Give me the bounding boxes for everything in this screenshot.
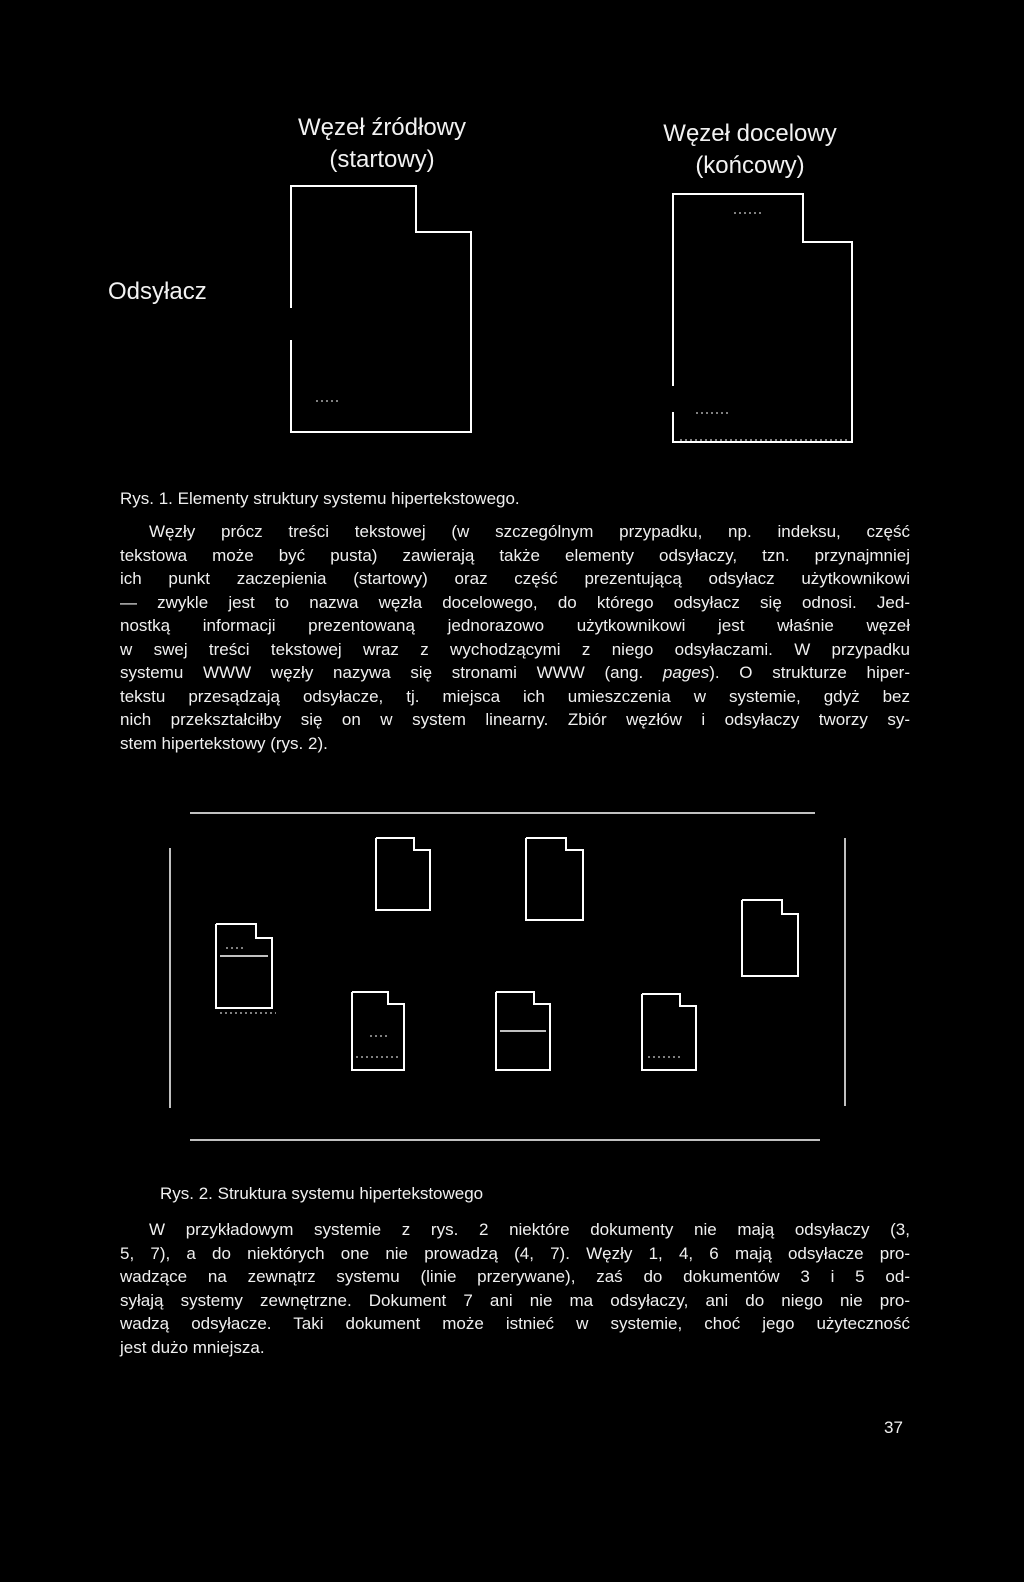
- text-line: stem hipertekstowy (rys. 2).: [120, 733, 328, 753]
- text-line: wadzą odsyłacze. Taki dokument może istnieć w systemie, choć jego użyteczność: [120, 1314, 910, 1333]
- italic-term: pages: [662, 663, 710, 682]
- figure2-diagram: [0, 790, 1024, 1150]
- text-line: — zwykle jest to nazwa węzła docelowego, do którego odsyłacz się odnosi. Jed-: [120, 592, 910, 612]
- node-outline: [376, 838, 430, 910]
- node-outline: [216, 924, 272, 1008]
- text-line: syłają systemy zewnętrzne. Dokument 7 ani nie ma odsyłaczy, ani do niego nie pro-: [120, 1290, 910, 1310]
- paragraph-hypertext-nodes: [120, 520, 910, 755]
- link-label: Odsyłacz: [108, 278, 207, 305]
- text-line: tekstowa może być pusta) zawierają także elementy odsyłaczy, tzn. przynajmniej: [120, 545, 910, 565]
- text-line: nostką informacji prezentowaną jednorazowo użytkownikowi jest właśnie węzeł: [120, 616, 910, 635]
- source-node-outline: [291, 186, 471, 432]
- text-line: 5, 7), a do niektórych one nie prowadzą (4, 7). Węzły 1, 4, 6 mają odsyłacze pro-: [120, 1243, 910, 1263]
- text-line: tekstu przesądzają odsyłacze, tj. miejsca ich umieszczenia w systemie, gdyż bez: [120, 686, 910, 706]
- text-line: W przykładowym systemie z rys. 2 niektóre dokumenty nie mają odsyłaczy (3,: [149, 1220, 910, 1239]
- text-line: jest dużo mniejsza.: [120, 1337, 265, 1357]
- node-outline: [642, 994, 696, 1070]
- target-node-label: Węzeł docelowy (końcowy): [663, 120, 837, 179]
- node-outline: [742, 900, 798, 976]
- paragraph-example-system: [120, 1218, 910, 1359]
- figure1-diagram: [0, 0, 1024, 460]
- target-node-outline: [673, 194, 852, 442]
- text-line: nich przekształciłby się on w system linearny. Zbiór węzłów i odsyłaczy tworzy sy-: [120, 710, 910, 729]
- text-line: wadzące na zewnątrz systemu (linie przerywane), zaś do dokumentów 3 i 5 od-: [120, 1267, 910, 1286]
- source-node-label: Węzeł źródłowy (startowy): [297, 114, 467, 173]
- text-line: ich punkt zaczepienia (startowy) oraz część prezentującą odsyłacz użytkownikowi: [120, 569, 910, 588]
- text-line: systemu WWW węzły nazywa się stronami WWW (ang. pages). O strukturze hiper-: [120, 663, 911, 682]
- node-outline: [352, 992, 404, 1070]
- text-line: Węzły prócz treści tekstowej (w szczególnym przypadku, np. indeksu, część: [149, 522, 910, 541]
- figure1-caption: Rys. 1. Elementy struktury systemu hipertekstowego.: [120, 489, 520, 508]
- text-line: w swej treści tekstowej wraz z wychodzącymi z niego odsyłaczami. W przypadku: [120, 639, 910, 659]
- figure2-caption: Rys. 2. Struktura systemu hipertekstowego: [160, 1184, 484, 1203]
- page-number: 37: [884, 1418, 903, 1437]
- node-outline: [526, 838, 583, 920]
